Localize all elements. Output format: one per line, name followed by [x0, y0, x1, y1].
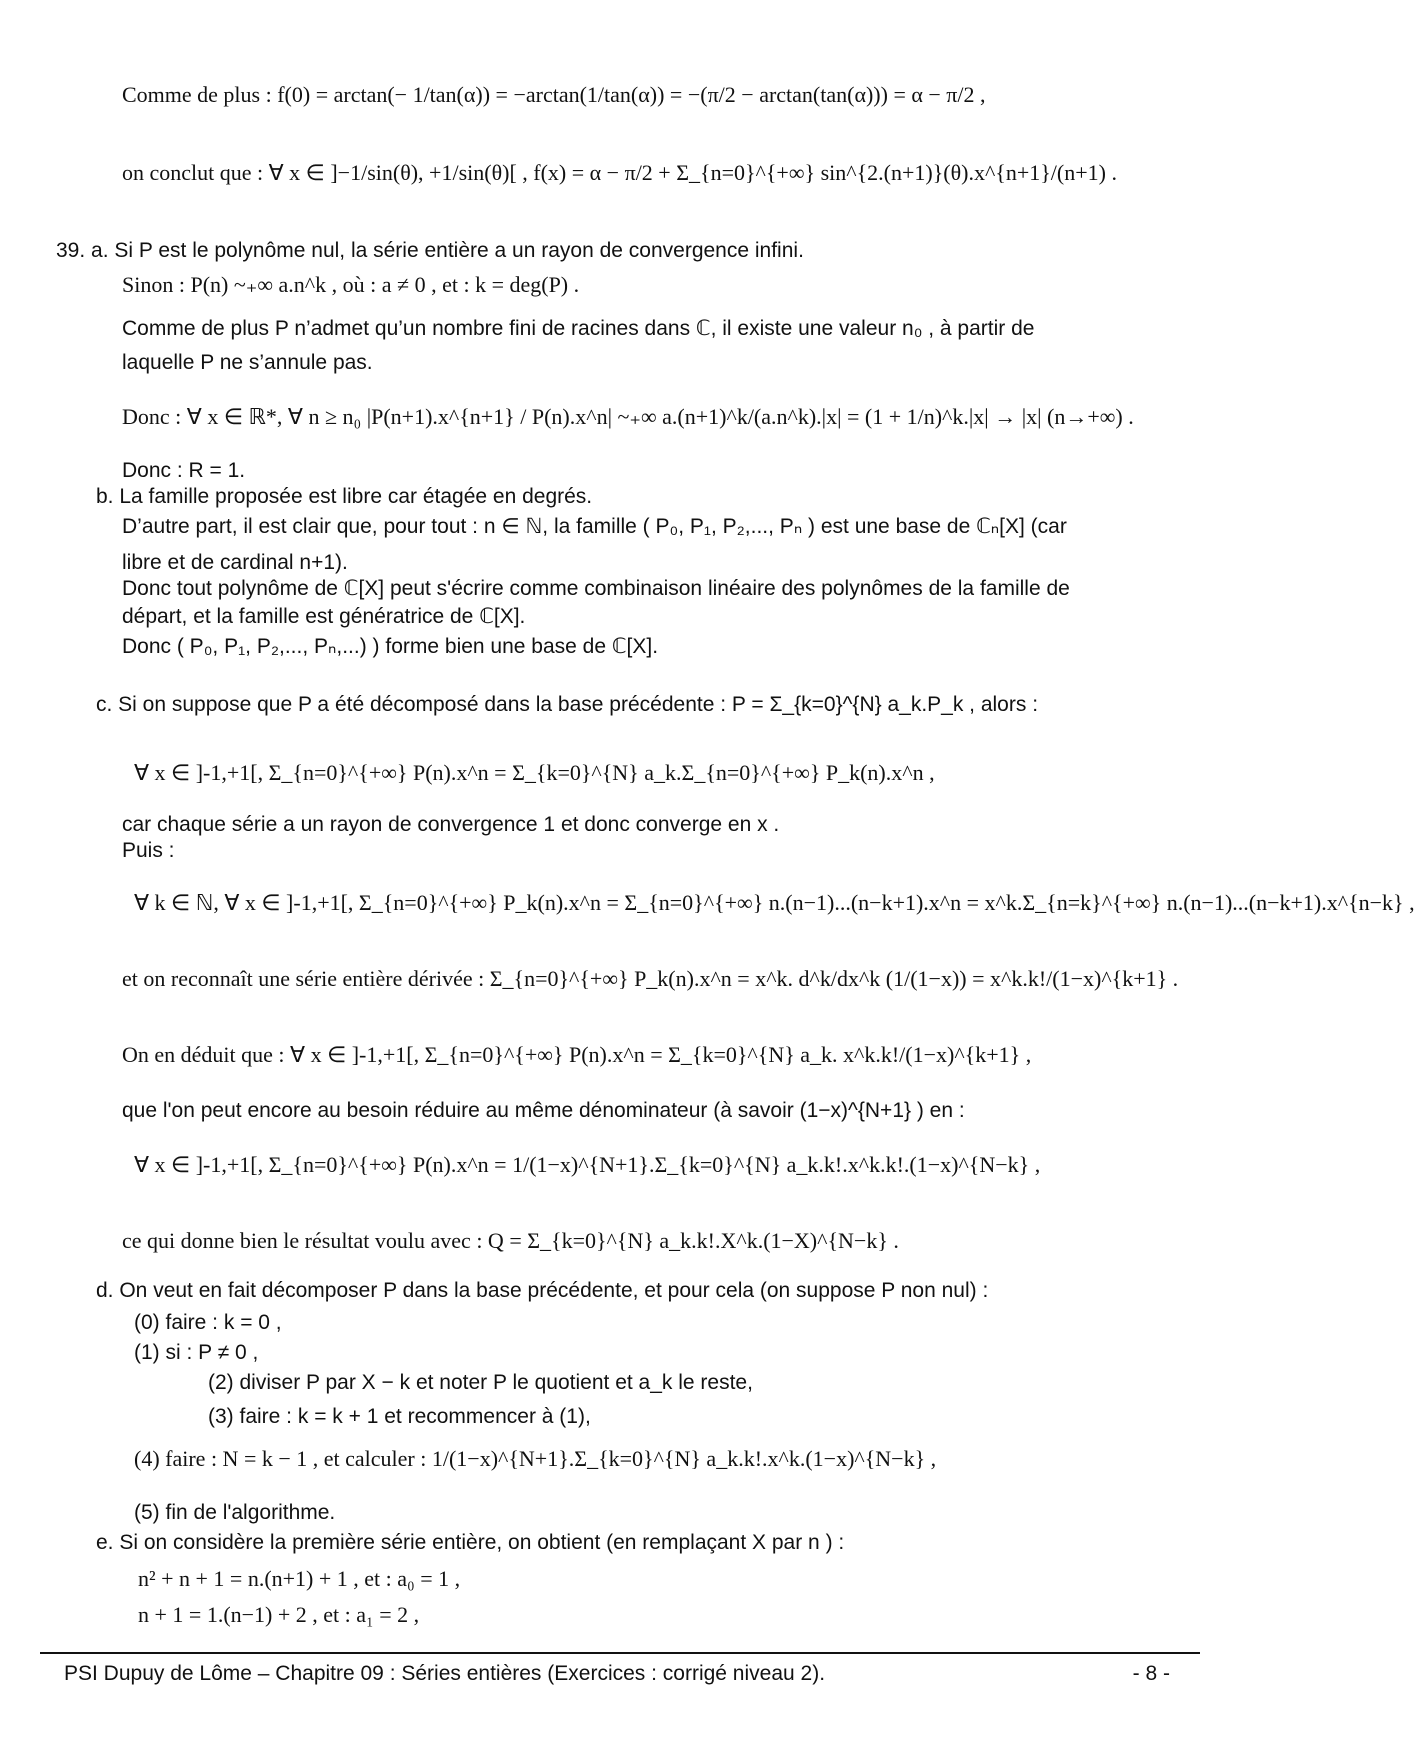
algorithm-step: (4) faire : N = k − 1 , et calculer : 1/(1−x)^{N+1}.Σ_{k=0}^{N} a_k.k!.x^k.(1−x)^{N−k} , — [134, 1446, 937, 1471]
exercise-39c: c. Si on suppose que P a été décomposé dans la base précédente : P = Σ_{k=0}^{N} a_k.P_k , alors : — [96, 693, 1039, 716]
algorithm-step: (5) fin de l'algorithme. — [134, 1501, 336, 1524]
exercise-39a: 39. a. Si P est le polynôme nul, la série entière a un rayon de convergence infini. — [56, 239, 804, 262]
formula-line: ∀ k ∈ ℕ, ∀ x ∈ ]-1,+1[, Σ_{n=0}^{+∞} P_k(n).x^n = Σ_{n=0}^{+∞} n.(n−1)...(n−k+1).x^n = x^k.Σ_{n=k}^{+∞} n.(n−1)...(n−k+1).x^{n−k} , — [134, 890, 1415, 915]
text-line: car chaque série a un rayon de convergence 1 et donc converge en x . — [122, 813, 780, 836]
text-line: Comme de plus P n’admet qu’un nombre fini de racines dans ℂ, il existe une valeur n₀ , à partir de — [122, 317, 1035, 340]
text-line: Puis : — [122, 839, 175, 862]
text-line: Sinon : P(n) ~₊∞ a.n^k , où : a ≠ 0 , et : k = deg(P) . — [122, 272, 580, 297]
text-line: ce qui donne bien le résultat voulu avec : Q = Σ_{k=0}^{N} a_k.k!.X^k.(1−X)^{N−k} . — [122, 1228, 899, 1253]
text-line: Donc : ∀ x ∈ ℝ*, ∀ n ≥ n₀ |P(n+1).x^{n+1} / P(n).x^n| ~₊∞ a.(n+1)^k/(a.n^k).|x| = (1 + 1/n)^k.|x| → |x| (n→+∞) . — [122, 404, 1134, 429]
formula-line: n² + n + 1 = n.(n+1) + 1 , et : a₀ = 1 , — [138, 1566, 461, 1591]
formula-line: n + 1 = 1.(n−1) + 2 , et : a₁ = 2 , — [138, 1602, 420, 1627]
exercise-39e: e. Si on considère la première série entière, on obtient (en remplaçant X par n ) : — [96, 1531, 845, 1554]
algorithm-step: (3) faire : k = k + 1 et recommencer à (1), — [208, 1405, 591, 1428]
text-line: on conclut que : ∀ x ∈ ]−1/sin(θ), +1/sin(θ)[ , f(x) = α − π/2 + Σ_{n=0}^{+∞} sin^{2.(n+1)}(θ).x^{n+1}/(n+1) . — [122, 160, 1117, 185]
text-line: libre et de cardinal n+1). — [122, 551, 348, 574]
exercise-39b: b. La famille proposée est libre car étagée en degrés. — [96, 485, 593, 508]
text-line: Donc tout polynôme de ℂ[X] peut s'écrire comme combinaison linéaire des polynômes de la famille de — [122, 577, 1070, 600]
text-line: que l'on peut encore au besoin réduire au même dénominateur (à savoir (1−x)^{N+1} ) en : — [122, 1099, 965, 1122]
page-number: - 8 - — [1132, 1662, 1170, 1685]
text-line: laquelle P ne s’annule pas. — [122, 351, 373, 374]
text-line: Donc ( P₀, P₁, P₂,..., Pₙ,...) ) forme bien une base de ℂ[X]. — [122, 635, 659, 658]
exercise-39d: d. On veut en fait décomposer P dans la base précédente, et pour cela (on suppose P non nul) : — [96, 1279, 989, 1302]
algorithm-step: (1) si : P ≠ 0 , — [134, 1341, 259, 1364]
text-line: On en déduit que : ∀ x ∈ ]-1,+1[, Σ_{n=0}^{+∞} P(n).x^n = Σ_{k=0}^{N} a_k. x^k.k!/(1−x)^{k+1} , — [122, 1042, 1032, 1067]
algorithm-step: (0) faire : k = 0 , — [134, 1311, 282, 1334]
text-line: et on reconnaît une série entière dérivée : Σ_{n=0}^{+∞} P_k(n).x^n = x^k. d^k/dx^k (1/(1−x)) = x^k.k!/(1−x)^{k+1} . — [122, 966, 1179, 991]
algorithm-step: (2) diviser P par X − k et noter P le quotient et a_k le reste, — [208, 1371, 753, 1394]
text-line: D’autre part, il est clair que, pour tout : n ∈ ℕ, la famille ( P₀, P₁, P₂,..., Pₙ ) est une base de ℂₙ[X] (car — [122, 515, 1067, 538]
text-line: départ, et la famille est génératrice de ℂ[X]. — [122, 605, 526, 628]
footer-divider — [40, 1652, 1200, 1654]
text-line: Donc : R = 1. — [122, 459, 246, 482]
formula-line: ∀ x ∈ ]-1,+1[, Σ_{n=0}^{+∞} P(n).x^n = Σ_{k=0}^{N} a_k.Σ_{n=0}^{+∞} P_k(n).x^n , — [134, 760, 935, 785]
text-line: Comme de plus : f(0) = arctan(− 1/tan(α)) = −arctan(1/tan(α)) = −(π/2 − arctan(tan(α))) = α − π/2 , — [122, 82, 986, 107]
formula-line: ∀ x ∈ ]-1,+1[, Σ_{n=0}^{+∞} P(n).x^n = 1/(1−x)^{N+1}.Σ_{k=0}^{N} a_k.k!.x^k.k!.(1−x)^{N−k} , — [134, 1152, 1041, 1177]
footer-title: PSI Dupuy de Lôme – Chapitre 09 : Séries entières (Exercices : corrigé niveau 2). — [64, 1662, 826, 1685]
